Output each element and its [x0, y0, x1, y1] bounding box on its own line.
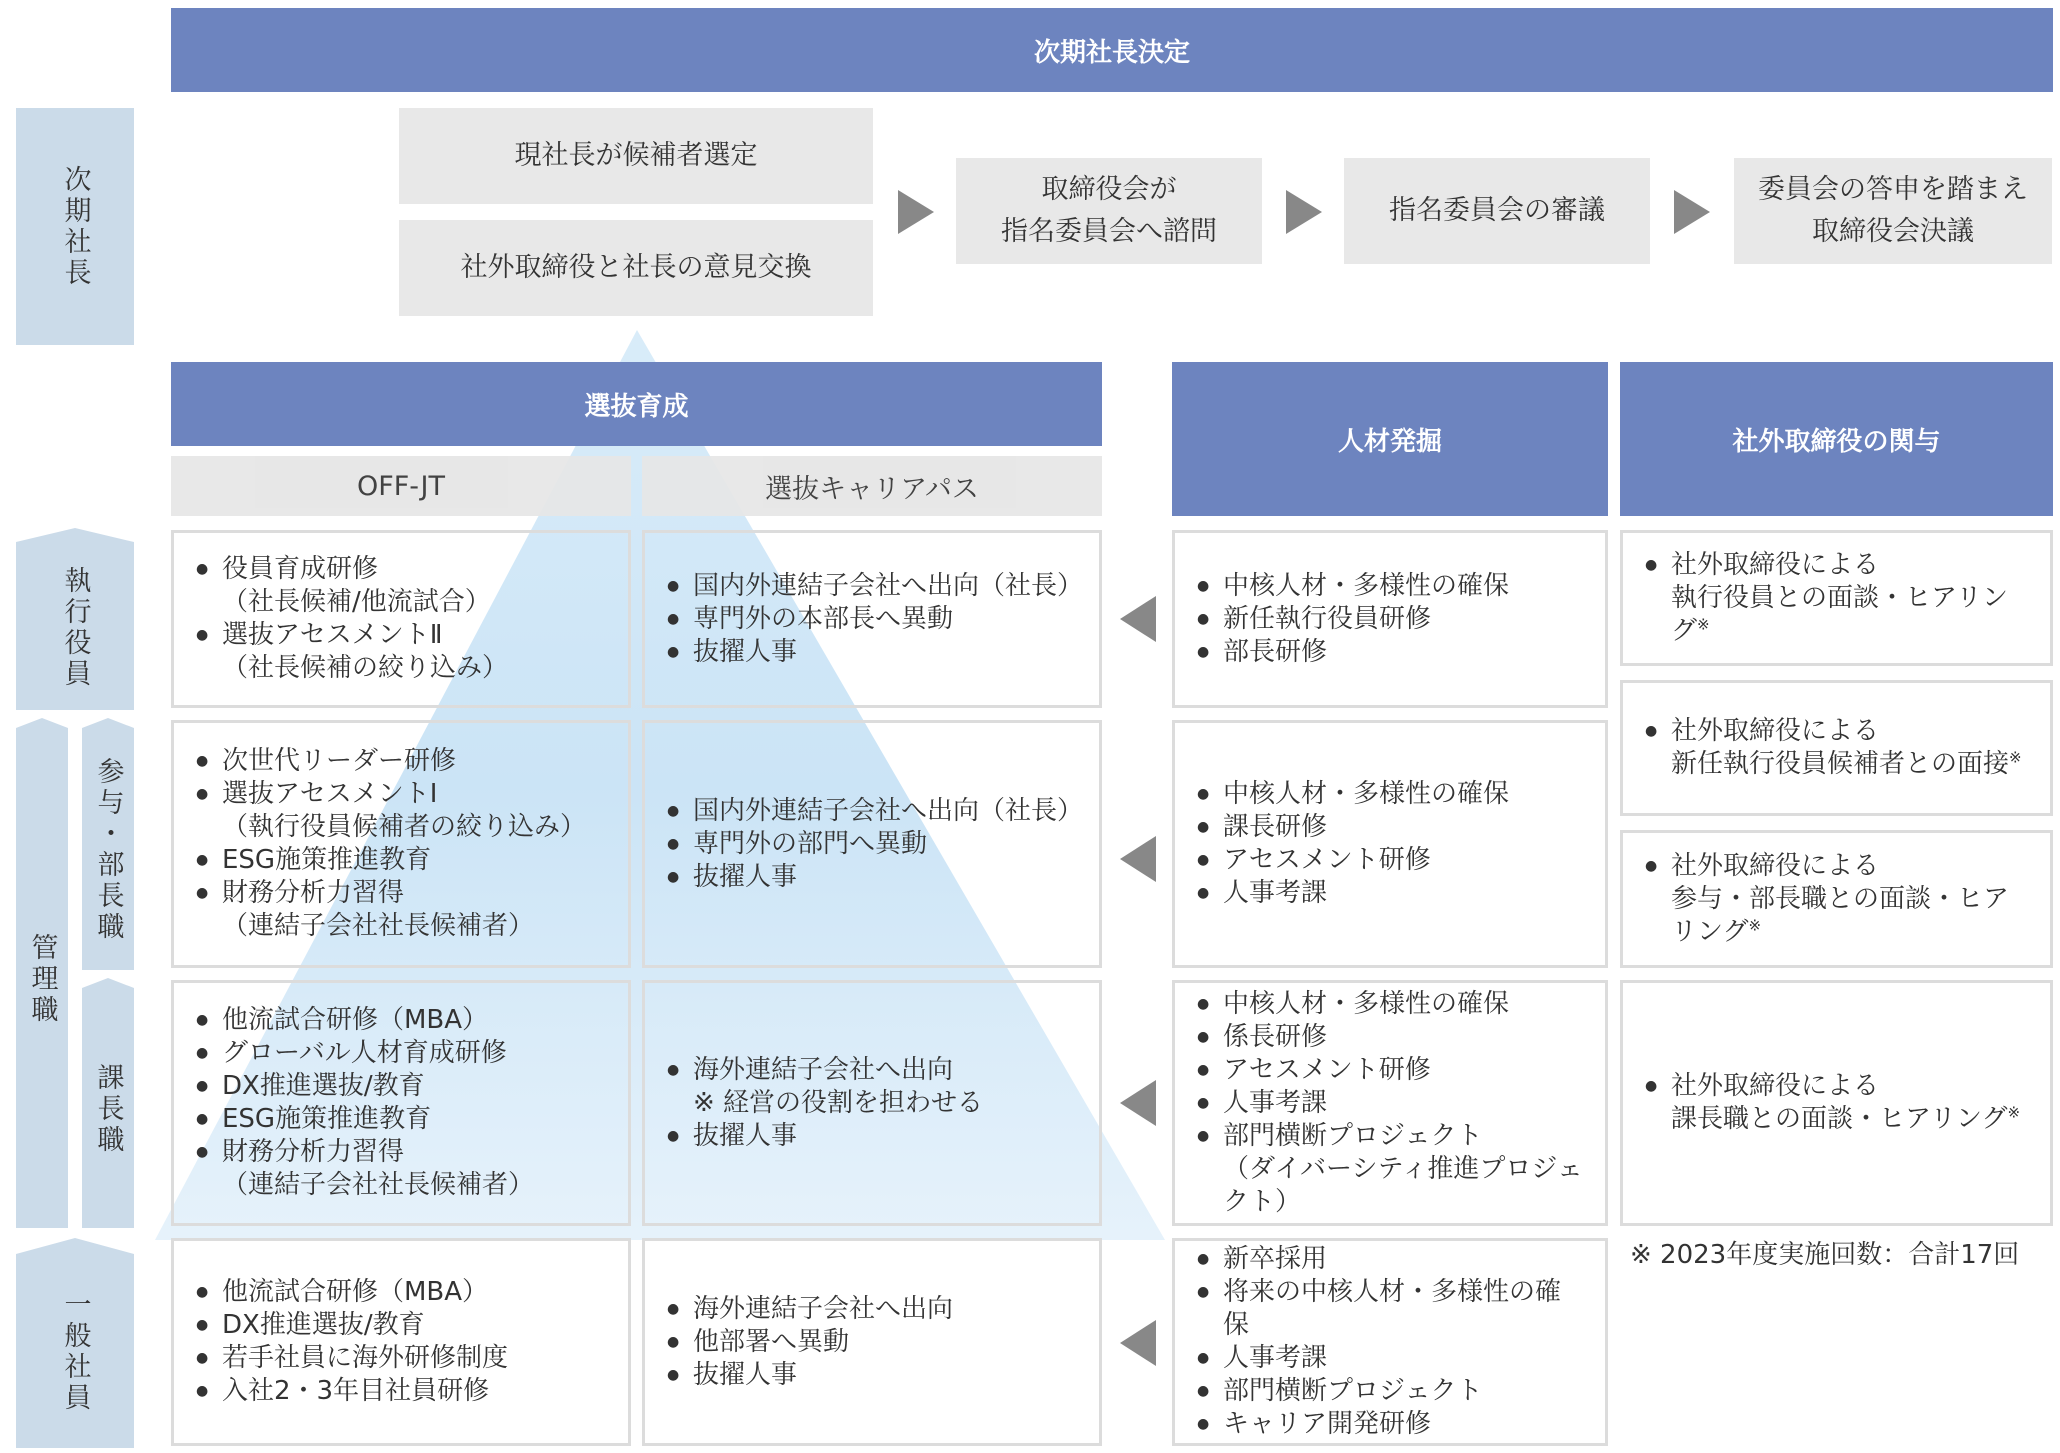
level-president: 次期社長 [16, 108, 134, 345]
process-step-opinion-exchange: 社外取締役と社長の意見交換 [399, 220, 873, 316]
list-item: ● 部長研修 [1197, 636, 1585, 669]
list-item: ● 部門横断プロジェクト （ダイバーシティ推進プロジェクト） [1197, 1120, 1585, 1219]
list-item: ● 役員育成研修 （社長候補/他流試合） [196, 553, 608, 619]
list-item: ● 他流試合研修（MBA） [196, 1276, 608, 1309]
list-item: ● 部門横断プロジェクト [1197, 1375, 1585, 1408]
process-step-board-consults: 取締役会が 指名委員会へ諮問 [956, 158, 1262, 264]
offjt-sanyo [171, 720, 631, 968]
offjt-kacho [171, 980, 631, 1226]
career-executive [642, 530, 1102, 708]
career-sanyo [642, 720, 1102, 968]
outside-kacho-interview: ● 社外取締役による 課長職との面談・ヒアリング※ [1620, 980, 2053, 1226]
list-item: ● 抜擢人事 [667, 1120, 1079, 1153]
list-item: ● 抜擢人事 [667, 636, 1079, 669]
list-item: ● 次世代リーダー研修 [196, 745, 608, 778]
level-kacho: 課長職 [92, 1062, 124, 1156]
list-item: ● 海外連結子会社へ出向 [667, 1293, 1079, 1326]
list-item: ● グローバル人材育成研修 [196, 1037, 608, 1070]
list-item: ● 抜擢人事 [667, 1359, 1079, 1392]
talent-kacho [1172, 980, 1608, 1226]
header-career-path: 選抜キャリアパス [642, 456, 1102, 516]
footnote: ※ 2023年度実施回数：合計17回 [1630, 1240, 2020, 1270]
arrow-right-icon [898, 190, 934, 234]
list-item: ● 国内外連結子会社へ出向（社長） [667, 795, 1079, 828]
list-item: ● 人事考課 [1197, 1087, 1585, 1120]
list-item: ● 抜擢人事 [667, 861, 1079, 894]
process-step-committee-deliberation: 指名委員会の審議 [1344, 158, 1650, 264]
header-outside-directors: 社外取締役の関与 [1620, 362, 2053, 516]
list-item: ● 専門外の本部長へ異動 [667, 603, 1079, 636]
list-item: ● 中核人材・多様性の確保 [1197, 778, 1585, 811]
list-item: ● 係長研修 [1197, 1021, 1585, 1054]
list-item: ● ESG施策推進教育 [196, 844, 608, 877]
list-item: ● 選抜アセスメントⅡ （社長候補の絞り込み） [196, 619, 608, 685]
arrow-left-icon [1120, 1320, 1156, 1366]
arrow-left-icon [1120, 1080, 1156, 1126]
header-talent-discovery: 人材発掘 [1172, 362, 1608, 516]
career-kacho [642, 980, 1102, 1226]
offjt-executive [171, 530, 631, 708]
level-executive: 執行役員 [59, 566, 91, 690]
list-item: ● 選抜アセスメントⅠ （執行役員候補者の絞り込み） [196, 778, 608, 844]
offjt-general [171, 1238, 631, 1446]
list-item: ● 中核人材・多様性の確保 [1197, 988, 1585, 1021]
arrow-right-icon [1286, 190, 1322, 234]
list-item: ● ESG施策推進教育 [196, 1103, 608, 1136]
outside-sanyo-interview: ● 社外取締役による 参与・部長職との面談・ヒアリング※ [1620, 830, 2053, 968]
header-selection-development: 選抜育成 [171, 362, 1102, 446]
list-item: ● 人事考課 [1197, 877, 1585, 910]
list-item: ● 国内外連結子会社へ出向（社長） [667, 570, 1079, 603]
list-item: ● キャリア開発研修 [1197, 1408, 1585, 1441]
list-item: ● 他流試合研修（MBA） [196, 1004, 608, 1037]
level-management: 管理職 [26, 932, 58, 1026]
arrow-left-icon [1120, 836, 1156, 882]
process-step-current-president-selects: 現社長が候補者選定 [399, 108, 873, 204]
outside-executive-interview: ● 社外取締役による 執行役員との面談・ヒアリング※ [1620, 530, 2053, 666]
process-step-board-resolution: 委員会の答申を踏まえ 取締役会決議 [1734, 158, 2052, 264]
list-item: ● 人事考課 [1197, 1342, 1585, 1375]
list-item: ● 新卒採用 [1197, 1243, 1585, 1276]
list-item: ● 若手社員に海外研修制度 [196, 1342, 608, 1375]
next-president-decision-band: 次期社長決定 [171, 8, 2053, 92]
list-item: ● 専門外の部門へ異動 [667, 828, 1079, 861]
list-item: ● 海外連結子会社へ出向 ※ 経営の役割を担わせる [667, 1054, 1079, 1120]
header-offjt: OFF-JT [171, 456, 631, 516]
talent-sanyo [1172, 720, 1608, 968]
talent-executive [1172, 530, 1608, 708]
arrow-right-icon [1674, 190, 1710, 234]
list-item: ● 将来の中核人材・多様性の確保 [1197, 1276, 1585, 1342]
list-item: ● 他部署へ異動 [667, 1326, 1079, 1359]
talent-general [1172, 1238, 1608, 1446]
list-item: ● 財務分析力習得 （連結子会社社長候補者） [196, 1136, 608, 1202]
list-item: ● アセスメント研修 [1197, 1054, 1585, 1087]
list-item: ● 課長研修 [1197, 811, 1585, 844]
list-item: ● 中核人材・多様性の確保 [1197, 570, 1585, 603]
list-item: ● DX推進選抜/教育 [196, 1309, 608, 1342]
outside-new-executive-interview: ● 社外取締役による 新任執行役員候補者との面接※ [1620, 680, 2053, 816]
arrow-left-icon [1120, 596, 1156, 642]
level-general: 一般社員 [59, 1290, 91, 1414]
list-item: ● 新任執行役員研修 [1197, 603, 1585, 636]
list-item: ● 財務分析力習得 （連結子会社社長候補者） [196, 877, 608, 943]
list-item: ● アセスメント研修 [1197, 844, 1585, 877]
career-general [642, 1238, 1102, 1446]
level-sanyo: 参与・部長職 [92, 757, 124, 943]
list-item: ● 入社2・3年目社員研修 [196, 1375, 608, 1408]
list-item: ● DX推進選抜/教育 [196, 1070, 608, 1103]
